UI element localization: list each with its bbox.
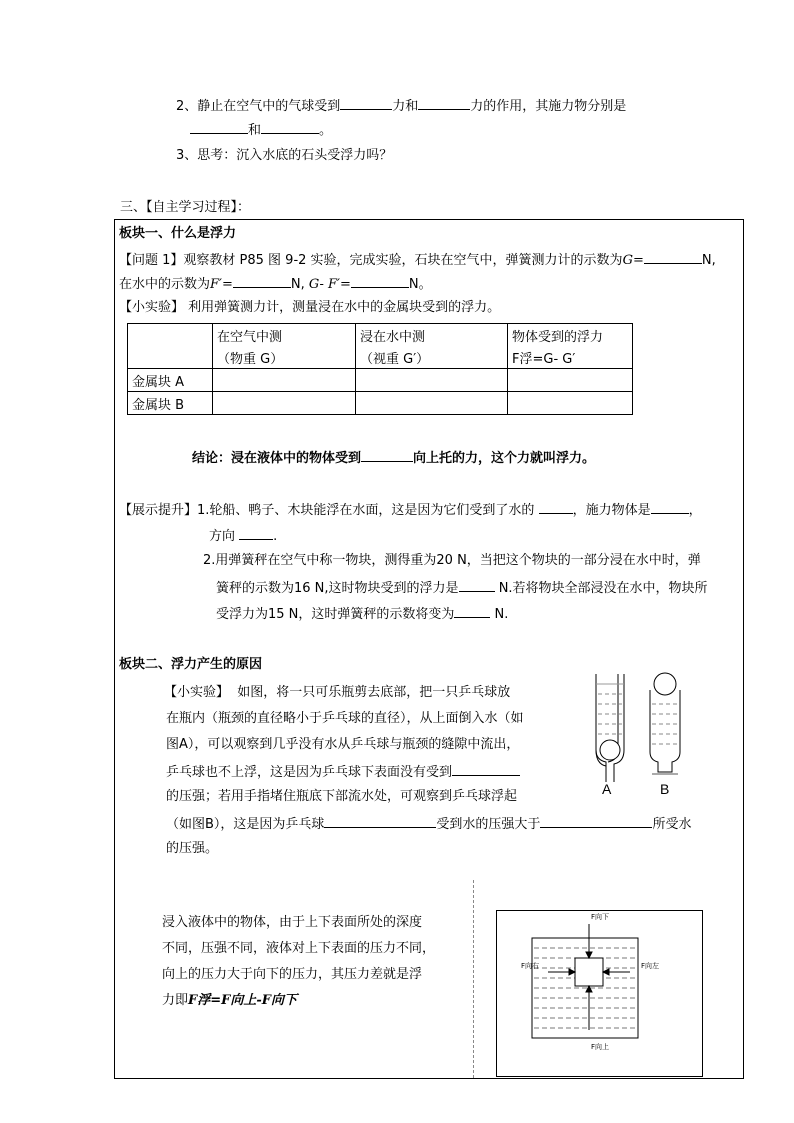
answer-blank[interactable] — [454, 604, 490, 618]
show-1-line2 — [209, 526, 277, 546]
text: 利用弹簧测力计，测量浸在水中的金属块受到的浮力。 — [188, 300, 501, 315]
show-2-line1: 2.用弹簧秤在空气中称一物块，测得重为20 N，当把这个物块的一部分浸在水中时，弹 — [203, 553, 701, 568]
answer-blank[interactable] — [651, 500, 689, 514]
block1-title: 板块一、什么是浮力 — [119, 226, 237, 241]
table-header-row — [128, 324, 633, 347]
table-corner-cell — [128, 324, 213, 369]
answer-blank[interactable] — [239, 526, 273, 540]
block2-line2: 在瓶内（瓶颈的直径略小于乒乓球的直径），从上面倒入水（如 — [166, 711, 524, 726]
text: 力即 — [162, 993, 189, 1008]
experiment-tag: 【小实验】 — [164, 685, 230, 700]
question-2-line2 — [190, 120, 332, 140]
measurement-table — [127, 323, 633, 415]
text: 在水中的示数为 — [119, 277, 211, 292]
text: 向上托的力，这个力就叫浮力。 — [413, 451, 596, 466]
table-subheader-cell: （物重 G） — [213, 346, 356, 369]
water-dash-lines — [598, 694, 678, 744]
explain-line4 — [162, 992, 297, 1010]
answer-blank[interactable] — [261, 120, 319, 134]
show-1-line1 — [119, 500, 702, 520]
text: （如图B），这是因为乒乓球 — [166, 817, 325, 832]
table-input-cell[interactable] — [213, 392, 356, 415]
force-left-label: F向左 — [641, 962, 660, 970]
table-header-cell: 浸在水中测 — [356, 324, 508, 347]
text: F′= — [210, 277, 233, 292]
table-input-cell[interactable] — [356, 369, 508, 392]
text: 。 — [319, 123, 333, 138]
figure-a-label: A — [602, 781, 612, 797]
problem-1-line1 — [119, 250, 716, 270]
table-input-cell[interactable] — [213, 369, 356, 392]
text: N.若将物块全部浸没在水中，物块所 — [498, 581, 708, 596]
text: 1.轮船、鸭子、木块能浮在水面，这是因为它们受到了水的 — [197, 503, 535, 518]
text: 乒乓球也不上浮，这是因为乒乓球下表面没有受到 — [166, 765, 453, 780]
block2-line1 — [164, 684, 510, 702]
show-2-line3 — [216, 604, 508, 624]
table-header-cell: 物体受到的浮力 — [508, 324, 633, 347]
text: ， — [688, 503, 702, 518]
submerged-cube — [575, 958, 603, 986]
explain-line1: 浸入液体中的物体，由于上下表面所处的深度 — [162, 915, 423, 930]
problem-tag: 【问题 1】 — [119, 253, 184, 268]
force-down-label: F向下 — [591, 913, 610, 921]
block2-line6 — [166, 814, 691, 834]
experiment-tag: 【小实验】 — [119, 300, 185, 315]
block2-line5: 的压强；若用手指堵住瓶底下部流水处，可观察到乒乓球浮起 — [166, 789, 518, 804]
answer-blank[interactable] — [539, 500, 573, 514]
answer-blank[interactable] — [418, 96, 470, 110]
answer-blank[interactable] — [452, 762, 520, 776]
table-input-cell[interactable] — [508, 392, 633, 415]
text: N, — [701, 253, 716, 268]
table-header-cell: 在空气中测 — [213, 324, 356, 347]
table-input-cell[interactable] — [356, 392, 508, 415]
answer-blank[interactable] — [340, 96, 392, 110]
text: 方向 — [209, 529, 236, 544]
answer-blank[interactable] — [324, 814, 436, 828]
table-row — [128, 369, 633, 392]
conclusion — [192, 448, 595, 468]
table-subheader-cell: （视重 G′） — [356, 346, 508, 369]
block2-line7: 的压强。 — [166, 841, 219, 856]
text: ，施力物体是 — [572, 503, 651, 518]
answer-blank[interactable] — [459, 578, 495, 592]
question-2-line1 — [176, 96, 626, 116]
section-3-title: 三、【自主学习过程】： — [120, 200, 251, 215]
force-up-label: F向上 — [591, 1043, 610, 1051]
text: 2、静止在空气中的气球受到 — [176, 99, 341, 114]
bottle-a-diagram — [596, 674, 624, 782]
text: N。 — [408, 277, 432, 292]
block2-line3: 图A），可以观察到几乎没有水从乒乓球与瓶颈的缝隙中流出， — [166, 737, 520, 752]
text: 结论：浸在液体中的物体受到 — [192, 451, 362, 466]
problem-1-line2 — [119, 274, 432, 294]
answer-blank[interactable] — [644, 250, 702, 264]
text: N. — [494, 607, 509, 622]
text: G- F′= — [308, 277, 351, 292]
show-2-line2 — [216, 578, 708, 598]
text: 观察教材 P85 图 9-2 实验，完成实验，石块在空气中，弹簧测力计的示数为 — [183, 253, 623, 268]
text: 力的作用，其施力物分别是 — [470, 99, 627, 114]
show-tag: 【展示提升】 — [119, 503, 198, 518]
text: 受浮力为15 N，这时弹簧秤的示数将变为 — [216, 607, 455, 622]
figure-b-label: B — [660, 781, 670, 797]
block2-line4 — [166, 762, 520, 782]
text: N, — [290, 277, 305, 292]
mini-experiment-line — [119, 299, 500, 317]
explain-line2: 不同，压强不同，液体对上下表面的压力不同， — [162, 941, 436, 956]
formula: F浮=F向上-F向下 — [188, 993, 297, 1008]
table-row-label: 金属块 A — [128, 369, 213, 392]
text: 受到水的压强大于 — [436, 817, 541, 832]
table-input-cell[interactable] — [508, 369, 633, 392]
answer-blank[interactable] — [233, 274, 291, 288]
text: 力和 — [392, 99, 419, 114]
explain-line3: 向上的压力大于向下的压力，其压力差就是浮 — [162, 967, 423, 982]
text: 和 — [248, 123, 262, 138]
answer-blank[interactable] — [540, 814, 652, 828]
text: 如图，将一只可乐瓶剪去底部，把一只乒乓球放 — [237, 685, 511, 700]
text: 簧秤的示数为16 N,这时物块受到的浮力是 — [216, 581, 459, 596]
table-row — [128, 392, 633, 415]
text: G= — [622, 253, 644, 268]
force-right-label: F向右 — [521, 962, 540, 970]
column-divider — [473, 880, 474, 1078]
text: . — [273, 529, 278, 544]
table-row-label: 金属块 B — [128, 392, 213, 415]
block2-title: 板块二、浮力产生的原因 — [119, 657, 263, 672]
text: 所受水 — [652, 817, 692, 832]
answer-blank[interactable] — [361, 448, 413, 462]
answer-blank[interactable] — [351, 274, 409, 288]
question-3: 3、思考：沉入水底的石头受浮力吗？ — [176, 148, 393, 163]
answer-blank[interactable] — [190, 120, 248, 134]
table-subheader-cell: F浮=G- G′ — [508, 346, 633, 369]
